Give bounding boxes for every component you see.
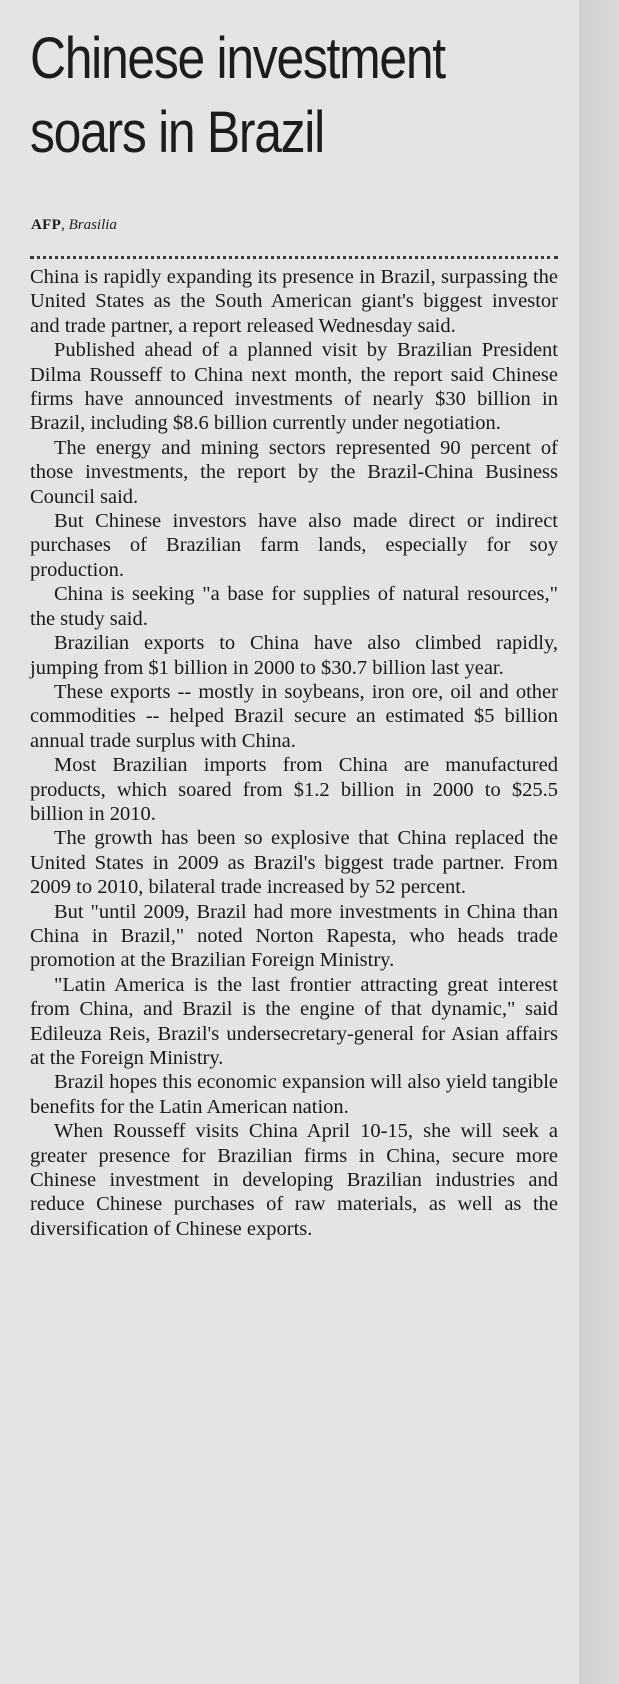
paragraph: The growth has been so explosive that China replaced the United States in 2009 as Brazil's biggest trade partner. From 2009 to 2010, bilateral trade increased by 52 percent. (30, 827, 558, 899)
paragraph: Brazil hopes this economic expansion will also yield tangible benefits for the Latin American nation. (30, 1071, 558, 1118)
paragraph: Published ahead of a planned visit by Brazilian President Dilma Rousseff to China next month, the report said Chinese firms have announced investments of nearly $30 billion in Brazil, including $8.6 billion currently under negotiation. (30, 339, 558, 435)
page-gutter (579, 0, 619, 1684)
paragraph: China is rapidly expanding its presence in Brazil, surpassing the United States as the South American giant's biggest investor and trade partner, a report released Wednesday said. (30, 266, 558, 337)
paragraph: These exports -- mostly in soybeans, iron ore, oil and other commodities -- helped Brazil secure an estimated $5 billion annual trade surplus with China. (30, 680, 558, 752)
paragraph: Brazilian exports to China have also climbed rapidly, jumping from $1 billion in 2000 to $30.7 billion last year. (30, 632, 558, 679)
byline-place: Brasilia (68, 217, 117, 233)
paragraph: When Rousseff visits China April 10-15, she will seek a greater presence for Brazilian firms in China, secure more Chinese investment in developing Brazilian industries and reduce Chinese purchases of raw materials, as well as the diversification of Chinese exports. (30, 1120, 558, 1240)
paragraph: But "until 2009, Brazil had more investments in China than China in Brazil," noted Norton Rapesta, who heads trade promotion at the Brazilian Foreign Ministry. (30, 900, 558, 972)
byline (31, 217, 117, 234)
article-headline: Chinese investment soars in Brazil (30, 26, 445, 165)
byline-separator: , (61, 217, 69, 233)
paragraph: But Chinese investors have also made direct or indirect purchases of Brazilian farm lands, especially for soy production. (30, 510, 558, 581)
byline-agency: AFP (31, 217, 62, 233)
paragraph: China is seeking "a base for supplies of natural resources," the study said. (30, 583, 558, 630)
article-body (30, 265, 558, 1241)
dotted-divider (30, 256, 558, 259)
paragraph: "Latin America is the last frontier attracting great interest from China, and Brazil is the engine of that dynamic," said Edileuza Reis, Brazil's undersecretary-general for Asian affairs at the Foreign Ministry. (30, 973, 558, 1069)
paragraph: The energy and mining sectors represented 90 percent of those investments, the report by the Brazil-China Business Council said. (30, 436, 558, 508)
paragraph: Most Brazilian imports from China are manufactured products, which soared from $1.2 billion in 2000 to $25.5 billion in 2010. (30, 754, 558, 825)
